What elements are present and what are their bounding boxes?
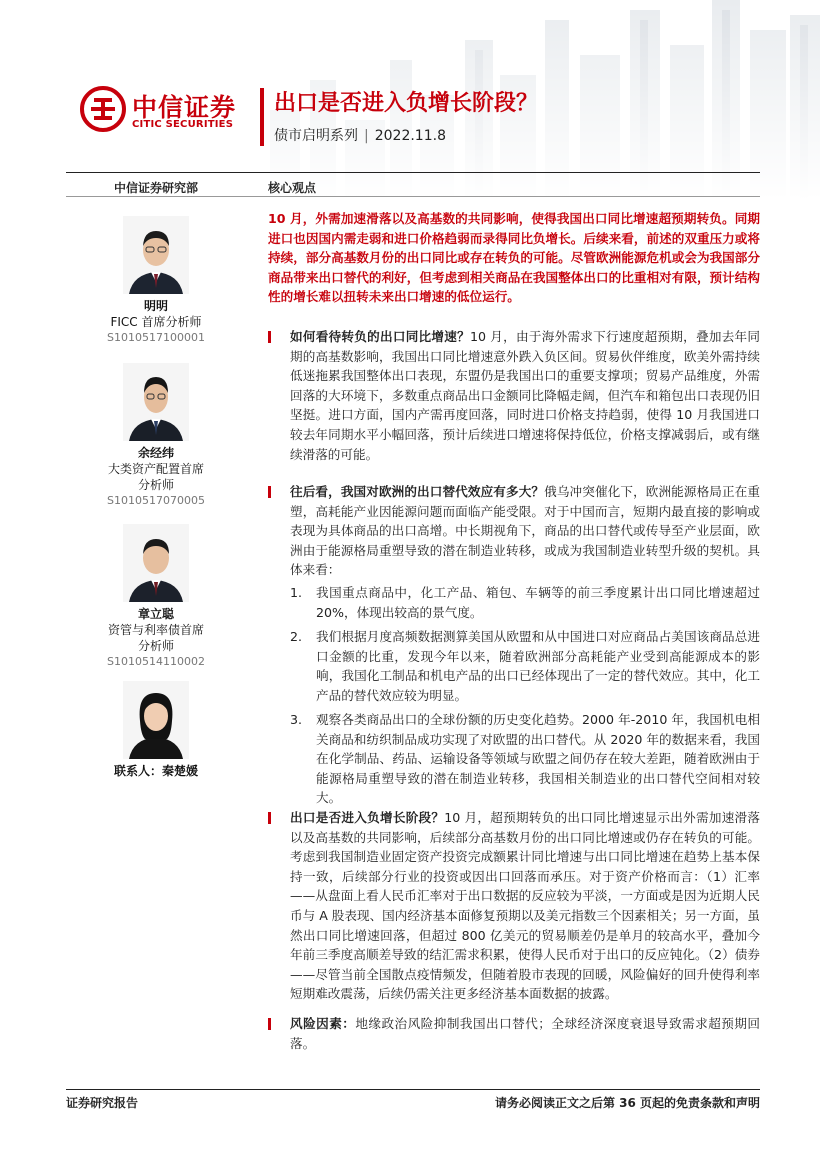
list-item: [290, 583, 760, 622]
report-subtitle: [274, 125, 446, 145]
section-rule: [66, 196, 760, 197]
list-text: 观察各类商品出口的全球份额的历史变化趋势。2000 年-2010 年，我国机电相关商品和纺织制品成功实现了对欧盟的出口替代。从 2020 年的数据来看，我国在化学制品、药品、运输设备等领域与欧盟之间仍存在较大差距，随着欧洲由于能源格局重塑导致的潜在制造业转移，我国相关制造业的出口替代空间相对较大。: [316, 712, 760, 806]
contact-name: 联系人：秦楚媛: [113, 764, 198, 778]
section-text: 10 月，由于海外需求下行速度超预期，叠加去年同期的高基数影响，我国出口同比增速意外跌入负区间。贸易伙伴维度，欧美外需持续低迷拖累我国整体出口表现，东盟仍是我国出口的重要支撑项；贸易产品维度，外需回落的大环境下，多数重点商品出口金额同比降幅走阔，但汽车和箱包出口表现仍旧坚挺。进口方面，国内产需再度回落，同时进口价格支持趋弱，使得 10 月我国进口较去年同期水平小幅回落，预计后续进口增速将保持低位，价格支撑减弱后，或有继续滑落的可能。: [290, 329, 761, 462]
analyst-card: [66, 216, 246, 346]
section-body: [290, 1014, 760, 1053]
section-body: [290, 808, 760, 1004]
section-body: [290, 482, 760, 580]
contact-photo: [123, 681, 189, 759]
analyst-name: 明明: [143, 299, 168, 313]
section-lead: 如何看待转负的出口同比增速？: [290, 329, 470, 344]
red-bullet-marker: [268, 1018, 271, 1030]
section-negative-growth: [268, 808, 760, 1004]
analyst-card: [66, 363, 246, 509]
analyst-role-line2: 分析师: [137, 639, 174, 653]
subtitle-separator: |: [364, 128, 369, 144]
section-body: [290, 327, 760, 464]
section-lead: 风险因素：: [290, 1016, 356, 1031]
analyst-name: 余经纬: [137, 446, 174, 460]
list-number: 3.: [290, 712, 303, 727]
list-item: [290, 627, 760, 705]
analyst-role: FICC 首席分析师: [110, 315, 202, 329]
analyst-photo: [123, 524, 189, 602]
list-text: 我们根据月度高频数据测算美国从欧盟和从中国进口对应商品占美国该商品总进口金额的比重，发现今年以来，随着欧洲部分高耗能产业受到高能源成本的影响，我国化工制品和机电产品的出口已经体现出了一定的替代效应。其中，化工产品的替代效应较为明显。: [316, 629, 760, 703]
analyst-license-id: S1010514110002: [107, 655, 205, 668]
analyst-role: 大类资产配置首席: [107, 462, 204, 476]
citic-logo-icon: [80, 86, 126, 132]
red-bullet-marker: [268, 331, 271, 343]
key-summary: 10 月，外需加速滑落以及高基数的共同影响，使得我国出口同比增速超预期转负。同期进口也因国内需走弱和进口价格趋弱而录得同比负增长。后续来看，前述的双重压力或将持续，部分高基数月份的出口同比或存在转负的可能。尽管欧洲能源危机或会为我国部分商品带来出口替代的利好，但考虑到相关商品在我国整体出口的比重相对有限，预计结构性的增长难以扭转未来出口增速的低位运行。: [268, 211, 760, 304]
footer-rule: [66, 1089, 760, 1090]
analyst-card: [66, 524, 246, 670]
series-name: 债市启明系列: [274, 128, 358, 144]
title-accent-bar: [260, 88, 264, 146]
analyst-license-id: S1010517070005: [107, 494, 205, 507]
report-date: 2022.11.8: [374, 128, 446, 144]
list-number: 1.: [290, 585, 303, 600]
section-lead: 往后看，我国对欧洲的出口替代效应有多大？: [290, 484, 545, 499]
footer-disclaimer: 请务必阅读正文之后第 36 页起的免责条款和声明: [494, 1096, 760, 1110]
report-title: 出口是否进入负增长阶段？: [274, 91, 539, 116]
red-bullet-marker: [268, 486, 271, 498]
list-item: [290, 710, 760, 808]
section-lead: 出口是否进入负增长阶段？: [290, 810, 445, 825]
footer-label: 证券研究报告: [66, 1096, 139, 1110]
analyst-role-line2: 分析师: [137, 478, 174, 492]
logo-english-name: CITIC SECURITIES: [132, 119, 234, 130]
header-rule: [66, 172, 760, 173]
list-number: 2.: [290, 629, 303, 644]
logo-chinese-name: 中信证券: [132, 93, 237, 122]
contact-card: [66, 681, 246, 779]
sidebar-heading: 中信证券研究部: [113, 181, 198, 195]
section-outlook: [268, 327, 760, 464]
analyst-license-id: S1010517100001: [107, 331, 205, 344]
section-substitution: [268, 482, 760, 580]
section-text: 地缘政治风险抑制我国出口替代；全球经济深度衰退导致需求超预期回落。: [290, 1016, 761, 1051]
analyst-photo: [123, 363, 189, 441]
analyst-name: 章立聪: [137, 607, 174, 621]
section-text: 10 月，超预期转负的出口同比增速显示出外需加速滑落以及高基数的共同影响，后续部分高基数月份的出口同比增速或仍存在转负的可能。考虑到我国制造业固定资产投资完成额累计同比增速与出口同比增速在趋势上基本保持一致，后续部分行业的投资或因出口回落而承压。对于资产价格而言：（1）汇率——从盘面上看人民币汇率对于出口数据的反应较为平淡，一方面或是因为近期人民币与 A 股表现、国内经济基本面修复预期以及美元指数三个因素相关；另一方面，虽然出口同比增速回落，但超过 800 亿美元的贸易顺差仍是单月的较高水平，叠加今年前三季度高顺差导致的结汇需求积累，使得人民币对于出口的反应钝化。（2）债券——尽管当前全国散点疫情频发，但随着股市表现的回暖，风险偏好的回升使得利率短期难改震荡，后续仍需关注更多经济基本面数据的披露。: [290, 810, 761, 1002]
analyst-role: 资管与利率债首席: [107, 623, 204, 637]
citic-logo: [80, 86, 260, 136]
main-heading: 核心观点: [268, 181, 317, 195]
red-bullet-marker: [268, 812, 271, 824]
analyst-photo: [123, 216, 189, 294]
section-risk: [268, 1014, 760, 1053]
section-text: 俄乌冲突催化下，欧洲能源格局正在重塑，高耗能产业因能源问题而面临产能受限。对于中国而言，短期内最直接的影响或表现为具体商品的出口高增。中长期视角下，商品的出口替代或传导至产业层面，欧洲由于能源格局重塑导致的潜在制造业转移，或成为我国制造业转型升级的契机。具体来看：: [290, 484, 761, 578]
list-text: 我国重点商品中，化工产品、箱包、车辆等的前三季度累计出口同比增速超过 20%，体现出较高的景气度。: [316, 585, 760, 620]
